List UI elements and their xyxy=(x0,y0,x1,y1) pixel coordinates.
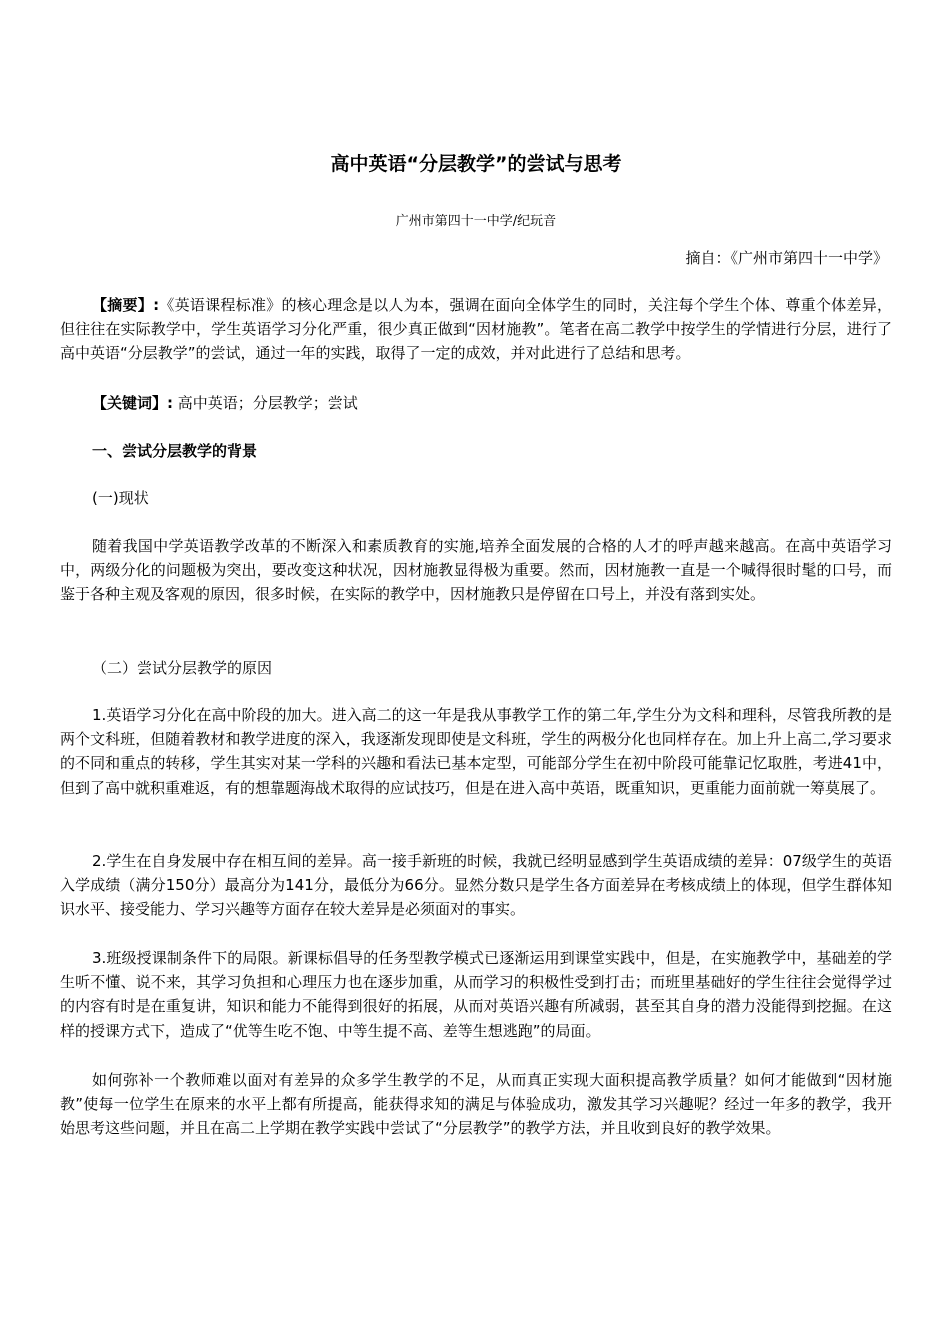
keywords-text: 高中英语；分层教学；尝试 xyxy=(173,394,358,412)
paragraph-reason-1: 1.英语学习分化在高中阶段的加大。进入高二的这一年是我从事教学工作的第二年,学生分为文科和理科，尽管我所教的是两个文科班，但随着教材和教学进度的深入，我逐渐发现即使是文科班，学生的两极分化也同样存在。加上升上高二,学习要求的不同和重点的转移，学生其实对某一学科的兴趣和看法已基本定型，可能部分学生在初中阶段可能靠记忆取胜，考进41中，但到了高中就积重难返，有的想靠题海战术取得的应试技巧，但是在进入高中英语，既重知识，更重能力面前就一筹莫展了。 xyxy=(60,706,892,797)
abstract-text: 《英语课程标准》的核心理念是以人为本，强调在面向全体学生的同时，关注每个学生个体、尊重个体差异，但往往在实际教学中，学生英语学习分化严重，很少真正做到“因材施教”。笔者在高二教学中按学生的学情进行分层，进行了高中英语“分层教学”的尝试，通过一年的实践，取得了一定的成效，并对此进行了总结和思考。 xyxy=(60,296,892,363)
paragraph-reason-2: 2.学生在自身发展中存在相互间的差异。高一接手新班的时候，我就已经明显感到学生英语成绩的差异：07级学生的英语入学成绩（满分150分）最高分为141分，最低分为66分。显然分数只是学生各方面差异在考核成绩上的体现，但学生群体知识水平、接受能力、学习兴趣等方面存在较大差异是必须面对的事实。 xyxy=(60,852,892,919)
paragraph-reason-3: 3.班级授课制条件下的局限。新课标倡导的任务型教学模式已逐渐运用到课堂实践中，但是，在实施教学中，基础差的学生听不懂、说不来，其学习负担和心理压力也在逐步加重，从而学习的积极性受到打击；而班里基础好的学生往往会觉得学过的内容有时是在重复讲，知识和能力不能得到很好的拓展，从而对英语兴趣有所减弱，甚至其自身的潜力没能得到挖掘。在这样的授课方式下，造成了“优等生吃不饱、中等生提不高、差等生想逃跑”的局面。 xyxy=(60,949,892,1040)
subsection-heading-reasons: （二）尝试分层教学的原因 xyxy=(92,659,273,677)
abstract-paragraph xyxy=(60,293,892,366)
document-title: 高中英语“分层教学”的尝试与思考 xyxy=(330,153,622,175)
subsection-heading-status: (一)现状 xyxy=(92,489,149,507)
keywords-label: 【关键词】: xyxy=(92,394,173,412)
section-heading: 一、尝试分层教学的背景 xyxy=(92,442,258,460)
author-line: 广州市第四十一中学/纪玩音 xyxy=(395,214,557,229)
source-line: 摘自：《广州市第四十一中学》 xyxy=(685,249,888,267)
paragraph-status: 随着我国中学英语教学改革的不断深入和素质教育的实施,培养全面发展的合格的人才的呼声越来越高。在高中英语学习中，两级分化的问题极为突出，要改变这种状况，因材施教显得极为重要。然而，因材施教一直是一个喊得很时髦的口号，而鉴于各种主观及客观的原因，很多时候，在实际的教学中，因材施教只是停留在口号上，并没有落到实处。 xyxy=(60,537,892,604)
keywords-paragraph xyxy=(60,391,892,415)
abstract-label: 【摘要】: xyxy=(92,296,160,314)
paragraph-question: 如何弥补一个教师难以面对有差异的众多学生教学的不足，从而真正实现大面积提高教学质量？如何才能做到“因材施教”使每一位学生在原来的水平上都有所提高，能获得求知的满足与体验成功，激发其学习兴趣呢？经过一年多的教学，我开始思考这些问题，并且在高二上学期在教学实践中尝试了“分层教学”的教学方法，并且收到良好的教学效果。 xyxy=(60,1071,892,1138)
